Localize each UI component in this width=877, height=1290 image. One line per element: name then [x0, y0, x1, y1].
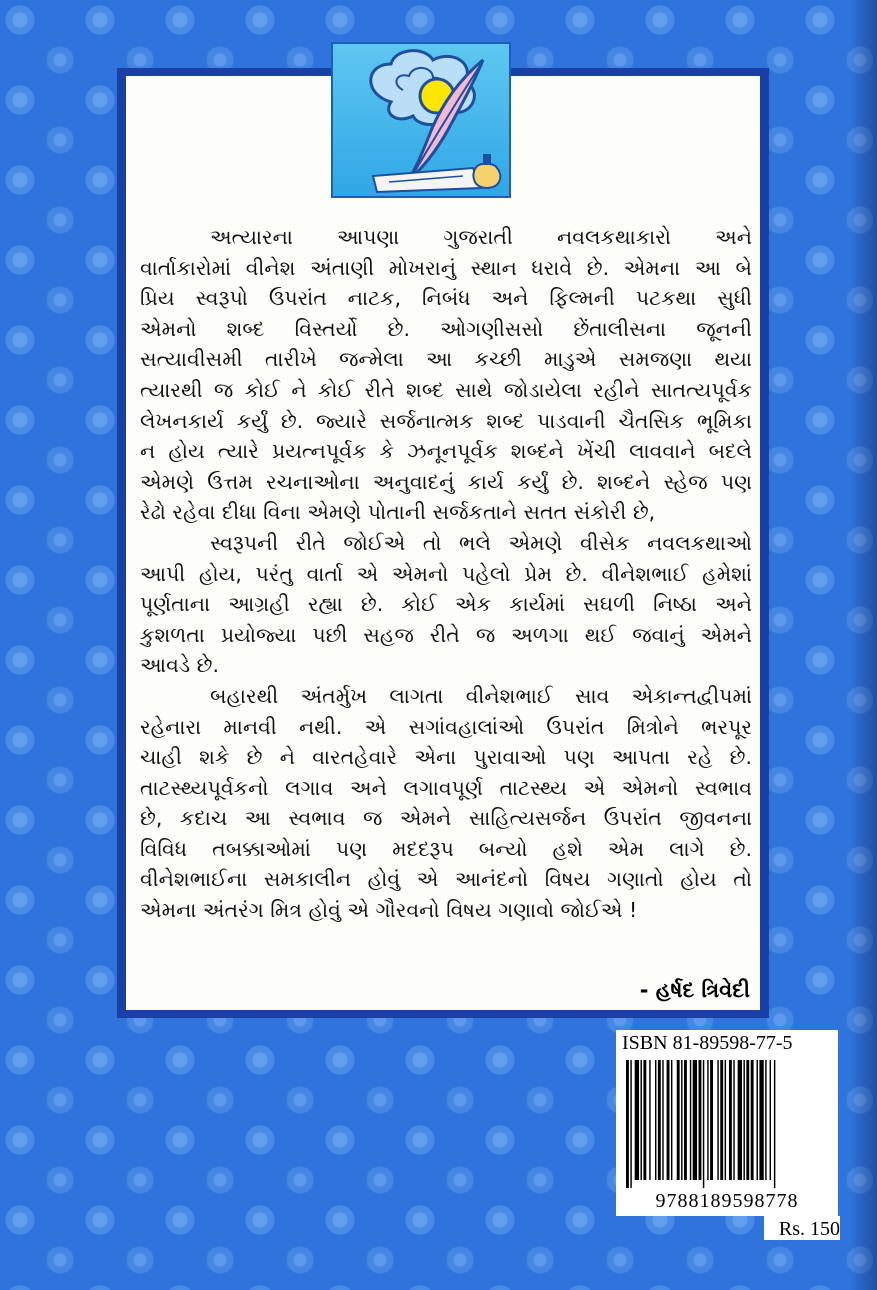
barcode-bar: [635, 1060, 639, 1180]
price-label: Rs. 150: [778, 1218, 840, 1240]
text-line: પ્રિય સ્વરૂપો ઉપરાંત નાટક, નિબંધ અને ફિલ્મની પટકથા સુધી: [140, 286, 752, 311]
text-line: વીનેશભાઈના સમકાલીન હોવું એ આનંદનો વિષય ગણાતો હોય તો: [140, 867, 752, 892]
barcode-bar: [746, 1060, 749, 1180]
barcode-bar: [725, 1060, 726, 1180]
barcode-bar: [677, 1060, 680, 1180]
barcode-bar: [681, 1060, 682, 1180]
barcode-bar: [641, 1060, 642, 1180]
quill-and-inkpot-sun-icon: [331, 42, 511, 198]
barcode-bar: [684, 1060, 687, 1180]
biography-text: [140, 222, 752, 926]
paragraph-2: [140, 528, 752, 681]
barcode-bar: [655, 1060, 656, 1180]
barcode-bar: [699, 1060, 702, 1180]
ean-number: 9788189598778: [655, 1190, 799, 1212]
barcode-bar: [717, 1060, 718, 1180]
text-line: સ્વરૂપની રીતે જોઈએ તો ભલે એમણે વીસેક નવલકથાઓ: [210, 530, 752, 555]
barcode-bar: [757, 1060, 758, 1180]
barcode-bar: [703, 1060, 704, 1188]
barcode-label: [616, 1030, 838, 1216]
barcode-bar: [630, 1060, 631, 1188]
cover-edge-shadow: [849, 0, 877, 1290]
barcode-bar: [667, 1060, 670, 1180]
text-line: સત્યાવીસમી તારીખે જન્મેલા આ કચ્છી માડુએ સમજણા થયા: [140, 347, 752, 372]
barcode-bar: [765, 1060, 766, 1180]
text-line: વાર્તાકારોમાં વીનેશ અંતાણી મોખરાનું સ્થાન ધરાવે છે. એમના આ બે: [140, 255, 752, 280]
barcode-bar: [733, 1060, 734, 1180]
text-line: એમના અંતરંગ મિત્ર હોવું એ ગૌરવનો વિષય ગણાવો જોઈએ !: [140, 898, 638, 923]
barcode-bar: [662, 1060, 663, 1180]
text-line: આવડે છે.: [140, 653, 219, 678]
text-line: છે, કદાચ આ સ્વભાવ જ એમને સાહિત્યસર્જન ઉપરાંત જીવનના: [140, 806, 752, 831]
barcode-bar: [729, 1060, 732, 1180]
barcode-bar: [738, 1060, 742, 1180]
text-line: ન હોય ત્યારે પ્રયત્નપૂર્વક કે ઝનૂનપૂર્વક શબ્દને ખેંચી લાવવાને બદલે: [140, 439, 752, 464]
text-line: વિવિધ તબક્કાઓમાં પણ મદદરૂપ બન્યો હશે એમ લાગે છે.: [140, 836, 752, 861]
barcode-bar: [707, 1060, 708, 1180]
text-line: પૂર્ણતાના આગ્રહી રહ્યા છે. કોઈ એક કાર્યમાં સઘળી નિષ્ઠા અને: [140, 592, 752, 617]
barcode-bar: [774, 1060, 775, 1188]
barcode-bar: [710, 1060, 713, 1180]
text-line: રેઢો રહેવા દીધા વિના એમણે પોતાની સર્જકતાને સતત સંકોરી છે,: [140, 500, 656, 525]
text-line: એમનો શબ્દ વિસ્તર્યો છે. ઓગણીસસો છેંતાલીસના જૂનની: [140, 316, 752, 341]
barcode-bar: [671, 1060, 672, 1180]
text-line: એમણે ઉત્તમ રચનાઓના અનુવાદનું કાર્ય કર્યું છે. શબ્દને સ્હેજ પણ: [140, 469, 752, 494]
barcode-bar: [743, 1060, 744, 1180]
barcode-bars: [626, 1060, 828, 1188]
barcode-bar: [751, 1060, 754, 1180]
barcode-bar: [643, 1060, 646, 1180]
paragraph-1: [140, 222, 752, 528]
barcode-bar: [759, 1060, 763, 1180]
text-line: રહેનારા માનવી નથી. એ સગાંવહાલાંઓ ઉપરાંત મિત્રોને ભરપૂર: [140, 714, 752, 739]
barcode-bar: [720, 1060, 723, 1180]
text-line: લેખનકાર્ય કર્યું છે. જ્યારે સર્જનાત્મક શબ્દ પાડવાની ચૈતસિક ભૂમિકા: [140, 408, 752, 433]
barcode-bar: [690, 1060, 691, 1180]
text-line: આપી હોય, પરંતુ વાર્તા એ એમનો પહેલો પ્રેમ છે. વીનેશભાઈ હમેશાં: [140, 561, 752, 586]
barcode-bar: [770, 1060, 771, 1180]
isbn-number: ISBN 81-89598-77-5: [622, 1032, 793, 1054]
text-line: અત્યારના આપણા ગુજરાતી નવલકથાકારો અને: [210, 225, 752, 249]
barcode-bar: [693, 1060, 697, 1180]
author-signature: - હર્ષદ ત્રિવેદી: [639, 978, 750, 1002]
paragraph-3: [140, 681, 752, 926]
barcode-bar: [658, 1060, 661, 1180]
barcode-bar: [626, 1060, 629, 1188]
text-line: ચાહી શકે છે ને વારતહેવારે એના પુરાવાઓ પણ આપતા રહે છે.: [140, 745, 752, 770]
text-line: તાટસ્થ્યપૂર્વકનો લગાવ અને લગાવપૂર્ણ તાટસ્થ્ય એ એમનો સ્વભાવ: [140, 775, 752, 800]
text-line: ત્યારથી જ કોઈ ને કોઈ રીતે શબ્દ સાથે જોડાયેલા રહીને સાતત્યપૂર્વક: [140, 377, 752, 402]
barcode-bar: [649, 1060, 650, 1180]
text-line: કુશળતા પ્રયોજ્યા પછી સહજ રીતે જ અળગા થઈ જવાનું એમને: [140, 622, 752, 647]
text-line: બહારથી અંતર્મુખ લાગતા વીનેશભાઈ સાવ એકાન્તદ્વીપમાં: [210, 683, 752, 708]
